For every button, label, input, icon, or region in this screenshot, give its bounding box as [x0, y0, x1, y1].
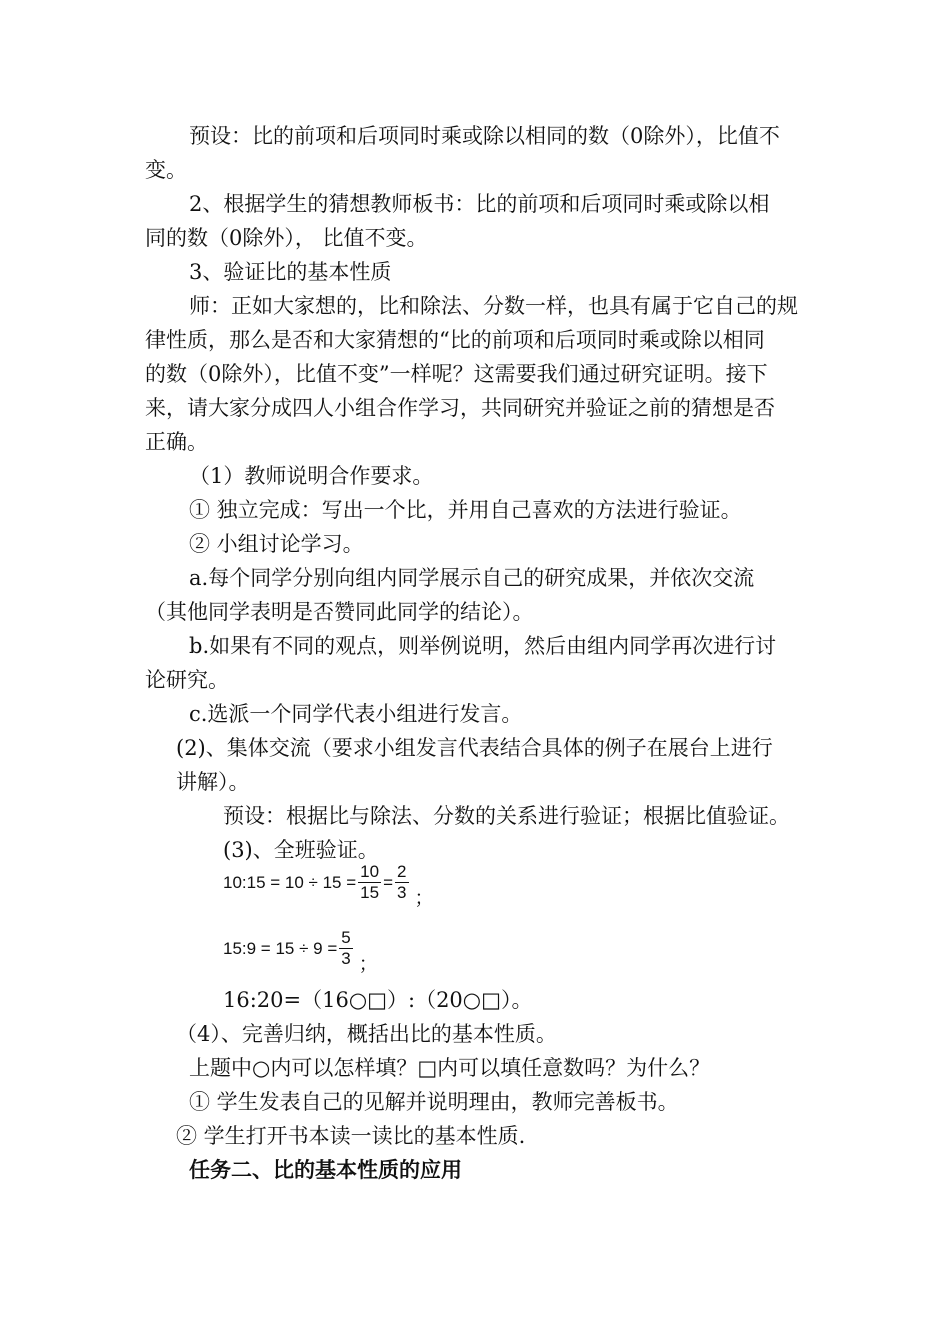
- equation-2-lhs: 15:9 = 15 ÷ 9 =: [223, 938, 338, 958]
- step-2-line-1: 2、根据学生的猜想教师板书：比的前项和后项同时乘或除以相: [189, 192, 770, 216]
- coop-requirement: （1）教师说明合作要求。: [189, 464, 434, 488]
- teacher-line-2: 律性质，那么是否和大家猜想的“比的前项和后项同时乘或除以相同: [145, 328, 765, 352]
- class-verify-heading: (3)、全班验证。: [223, 838, 379, 862]
- equation-2: [223, 928, 378, 976]
- teacher-line-1: 师：正如大家想的，比和除法、分数一样，也具有属于它自己的规: [189, 294, 798, 318]
- equals-sign: =: [383, 872, 394, 892]
- teacher-line-4: 来，请大家分成四人小组合作学习，共同研究并验证之前的猜想是否: [145, 396, 775, 420]
- equation-1-fraction-2: [395, 862, 408, 903]
- fraction-denominator: 3: [341, 949, 351, 969]
- item-a-line-1: a.每个同学分别向组内同学展示自己的研究成果，并依次交流: [189, 566, 755, 590]
- collective-line-1: (2)、集体交流（要求小组发言代表结合具体的例子在展台上进行: [176, 736, 773, 760]
- item-a-line-2: （其他同学表明是否赞同此同学的结论）。: [145, 600, 534, 624]
- equation-1: [223, 862, 434, 910]
- semicolon: ；: [414, 887, 434, 910]
- preset-line-2: 变。: [145, 158, 187, 182]
- preset-line-1: 预设：比的前项和后项同时乘或除以相同的数（0除外），比值不: [189, 124, 780, 148]
- item-b-line-2: 论研究。: [145, 668, 229, 692]
- preset-verify: 预设：根据比与除法、分数的关系进行验证；根据比值验证。: [223, 804, 790, 828]
- student-read: ② 学生打开书本读一读比的基本性质.: [176, 1124, 526, 1148]
- equation-1-lhs: 10:15 = 10 ÷ 15 =: [223, 872, 357, 892]
- fraction-denominator: 15: [360, 883, 380, 903]
- ratio-exercise: 16:20=（16○□）:（20○□）。: [223, 988, 533, 1012]
- fraction-numerator: 5: [341, 928, 351, 947]
- teacher-line-5: 正确。: [145, 430, 208, 454]
- question-line: 上题中○内可以怎样填？□内可以填任意数吗？为什么？: [189, 1056, 711, 1080]
- summary-heading: （4）、完善归纳，概括出比的基本性质。: [176, 1022, 557, 1046]
- semicolon: ；: [358, 953, 378, 976]
- task-2-heading: 任务二、比的基本性质的应用: [189, 1158, 462, 1182]
- student-express: ① 学生发表自己的见解并说明理由，教师完善板书。: [189, 1090, 679, 1114]
- collective-line-2: 讲解）。: [176, 770, 250, 794]
- item-b-line-1: b.如果有不同的观点，则举例说明，然后由组内同学再次进行讨: [189, 634, 777, 658]
- fraction-denominator: 3: [397, 883, 407, 903]
- group-discussion: ② 小组讨论学习。: [189, 532, 364, 556]
- teacher-line-3: 的数（0除外），比值不变”一样呢？这需要我们通过研究证明。接下: [145, 362, 768, 386]
- fraction-numerator: 2: [397, 862, 407, 881]
- equation-2-fraction: [339, 928, 352, 969]
- equation-1-fraction-1: [358, 862, 381, 903]
- step-3-heading: 3、验证比的基本性质: [189, 260, 392, 284]
- step-2-line-2: 同的数（0除外）， 比值不变。: [145, 226, 428, 250]
- item-c: c.选派一个同学代表小组进行发言。: [189, 702, 523, 726]
- independent-work: ① 独立完成：写出一个比，并用自己喜欢的方法进行验证。: [189, 498, 742, 522]
- fraction-numerator: 10: [360, 862, 380, 881]
